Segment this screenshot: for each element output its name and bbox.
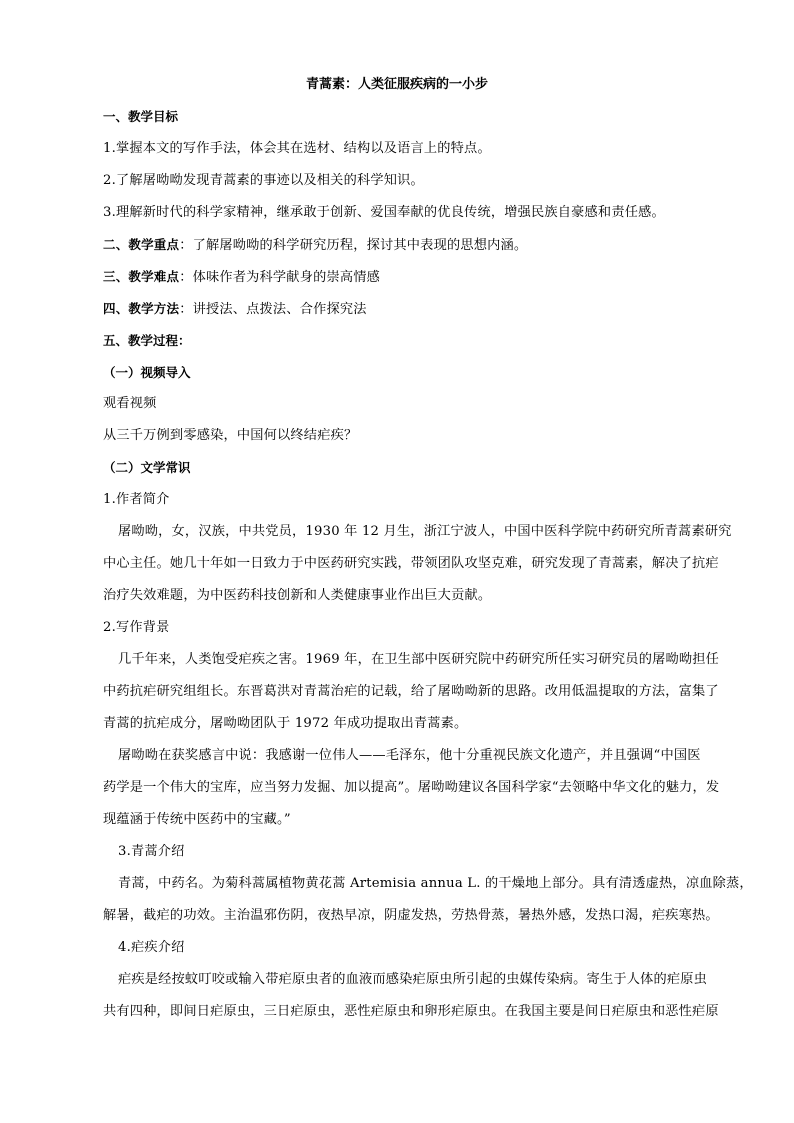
section-teaching-focus [103,236,723,255]
speech-paragraph-line-2: 药学是一个伟大的宝库，应当努力发掘、加以提高”。屠呦呦建议各国科学家“去领略中华文化的魅力，发 [103,780,720,795]
author-paragraph-line-1: 屠呦呦，女，汉族，中共党员，1930 年 12 月生，浙江宁波人，中国中医科学院中药研究所青蒿素研究 [118,524,732,539]
author-paragraph-line-2: 中心主任。她几十年如一日致力于中医药研究实践，带领团队攻坚克难，研究发现了青蒿素，解决了抗疟 [103,556,719,571]
section-teaching-difficulty [103,268,723,287]
section-text-teaching-focus: ：了解屠呦呦的科学研究历程，探讨其中表现的思想内涵。 [179,238,528,253]
section-text-teaching-method: ：讲授法、点拨法、合作探究法 [179,302,367,317]
artemisia-paragraph-line-2: 解暑，截疟的功效。主治温邪伤阴，夜热早凉，阴虚发热，劳热骨蒸，暑热外感，发热口渴，疟疾寒热。 [103,908,719,923]
subsection-heading-video-intro: （一）视频导入 [103,365,191,380]
section-label-teaching-method: 四、教学方法 [103,301,180,316]
artemisia-paragraph-line-1: 青蒿，中药名。为菊科蒿属植物黄花蒿 Artemisia annua L. 的干燥地上部分。具有清透虚热，凉血除蒸， [118,876,753,891]
section-label-teaching-difficulty: 三、教学难点 [103,269,180,284]
speech-paragraph-line-3: 现蕴涵于传统中医药中的宝藏。” [103,812,291,827]
subsection-heading-literary-knowledge: （二）文学常识 [103,460,191,475]
speech-paragraph-line-1: 屠呦呦在获奖感言中说：我感谢一位伟人——毛泽东，他十分重视民族文化遗产，并且强调“中国医 [118,748,701,763]
section-heading-teaching-goals: 一、教学目标 [103,109,179,124]
document-title: 青蒿素：人类征服疾病的一小步 [305,77,488,92]
item-heading-writing-background: 2.写作背景 [103,620,170,635]
section-heading-teaching-process: 五、教学过程： [103,333,191,348]
goal-item-2: 2.了解屠呦呦发现青蒿素的事迹以及相关的科学知识。 [103,173,424,188]
item-heading-author-intro: 1.作者简介 [103,492,170,507]
malaria-paragraph-line-1: 疟疾是经按蚊叮咬或输入带疟原虫者的血液而感染疟原虫所引起的虫媒传染病。寄生于人体的疟原虫 [118,972,708,987]
section-teaching-method [103,300,723,319]
background-paragraph-line-3: 青蒿的抗疟成分，屠呦呦团队于 1972 年成功提取出青蒿素。 [103,716,468,731]
item-heading-malaria-intro: 4.疟疾介绍 [118,940,185,955]
author-paragraph-line-3: 治疗失效难题，为中医药科技创新和人类健康事业作出巨大贡献。 [103,588,492,603]
background-paragraph-line-1: 几千年来，人类饱受疟疾之害。1969 年，在卫生部中医研究院中药研究所任实习研究员的屠呦呦担任 [118,652,720,667]
item-heading-artemisia-intro: 3.青蒿介绍 [118,844,185,859]
background-paragraph-line-2: 中药抗疟研究组组长。东晋葛洪对青蒿治疟的记载，给了屠呦呦新的思路。改用低温提取的方法，富集了 [103,684,719,699]
malaria-paragraph-line-2: 共有四种，即间日疟原虫，三日疟原虫，恶性疟原虫和卵形疟原虫。在我国主要是间日疟原虫和恶性疟原 [103,1004,719,1019]
section-label-teaching-focus: 二、教学重点 [103,237,180,252]
video-intro-line-2: 从三千万例到零感染，中国何以终结疟疾？ [103,428,358,443]
goal-item-3: 3.理解新时代的科学家精神，继承敢于创新、爱国奉献的优良传统，增强民族自豪感和责任感。 [103,205,665,220]
goal-item-1: 1.掌握本文的写作手法，体会其在选材、结构以及语言上的特点。 [103,141,491,156]
video-intro-line-1: 观看视频 [103,396,157,411]
section-text-teaching-difficulty: ：体味作者为科学献身的崇高情感 [179,270,381,285]
